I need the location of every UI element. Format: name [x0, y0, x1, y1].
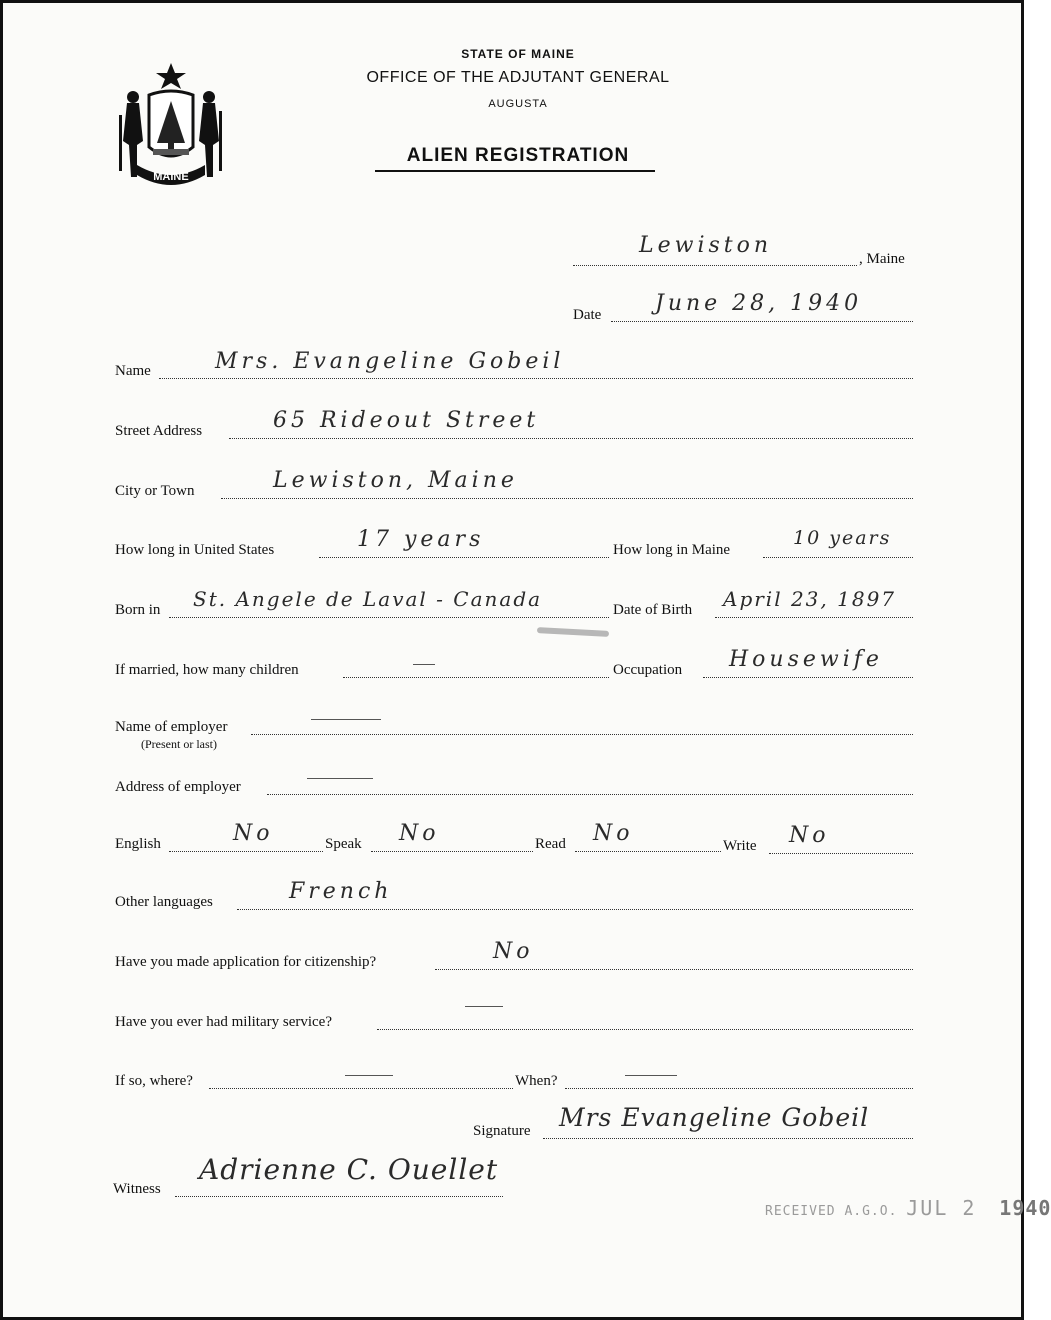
name-line	[159, 378, 913, 379]
employer-sub-label: (Present or last)	[141, 737, 217, 751]
signature-line	[543, 1138, 913, 1139]
date-of-birth-value: April 23, 1897	[723, 587, 897, 611]
read-value: No	[593, 821, 634, 846]
how-long-us-value: 17 years	[357, 527, 485, 552]
employer-name-label: Name of employer	[115, 719, 228, 735]
military-dash	[465, 1006, 503, 1007]
maine-suffix-label: , Maine	[859, 251, 905, 267]
born-in-label: Born in	[115, 602, 161, 618]
write-label: Write	[723, 838, 757, 854]
occupation-line	[703, 677, 913, 678]
name-value: Mrs. Evangeline Gobeil	[215, 349, 565, 374]
english-value: No	[233, 821, 274, 846]
citizenship-value: No	[493, 939, 534, 964]
how-long-maine-line	[763, 557, 913, 558]
date-value: June 28, 1940	[655, 291, 863, 316]
form-title: ALIEN REGISTRATION	[406, 145, 630, 166]
maine-seal-icon	[115, 61, 227, 189]
witness-value: Adrienne C. Ouellet	[199, 1153, 499, 1186]
city-line	[221, 498, 913, 499]
other-languages-line	[237, 909, 913, 910]
speak-value: No	[399, 821, 440, 846]
married-children-label: If married, how many children	[115, 662, 299, 678]
employer-address-line	[267, 794, 913, 795]
name-label: Name	[115, 363, 151, 379]
town-value: Lewiston	[639, 233, 773, 258]
when-line	[565, 1088, 913, 1089]
military-label: Have you ever had military service?	[115, 1014, 332, 1030]
if-so-where-dash	[345, 1075, 393, 1076]
other-languages-value: French	[289, 879, 393, 904]
date-of-birth-line	[715, 617, 913, 618]
if-so-where-line	[209, 1088, 513, 1089]
how-long-us-line	[319, 557, 609, 558]
date-line	[611, 321, 913, 322]
received-stamp	[765, 1196, 1051, 1220]
title-underline	[375, 170, 655, 172]
stamp-received-text: RECEIVED A.G.O.	[765, 1204, 898, 1219]
street-value: 65 Rideout Street	[273, 408, 540, 433]
signature-value: Mrs Evangeline Gobeil	[559, 1103, 870, 1132]
how-long-maine-label: How long in Maine	[613, 542, 731, 558]
signature-label: Signature	[473, 1123, 531, 1139]
street-line	[229, 438, 913, 439]
occupation-value: Housewife	[729, 647, 883, 672]
citizenship-line	[435, 969, 913, 970]
born-in-value: St. Angele de Laval - Canada	[193, 587, 543, 611]
married-children-line	[343, 677, 609, 678]
read-line	[575, 851, 721, 852]
how-long-maine-value: 10 years	[793, 527, 892, 549]
street-label: Street Address	[115, 423, 203, 439]
when-dash	[625, 1075, 677, 1076]
svg-text:MAINE: MAINE	[153, 171, 189, 183]
english-line	[169, 851, 323, 852]
city-value: Lewiston, Maine	[273, 468, 518, 493]
married-children-dash	[413, 664, 435, 665]
ink-smudge	[537, 627, 609, 637]
city-heading: AUGUSTA	[488, 98, 548, 110]
stamp-year: 1940	[999, 1196, 1051, 1220]
write-value: No	[789, 823, 830, 848]
employer-address-dash	[307, 778, 373, 779]
speak-label: Speak	[325, 836, 362, 852]
occupation-label: Occupation	[613, 662, 683, 678]
stamp-date: JUL 2	[906, 1196, 977, 1220]
when-label: When?	[515, 1073, 558, 1089]
town-line	[573, 265, 857, 266]
military-line	[377, 1029, 913, 1030]
speak-line	[371, 851, 533, 852]
employer-address-label: Address of employer	[115, 779, 241, 795]
write-line	[769, 853, 913, 854]
date-of-birth-label: Date of Birth	[613, 602, 693, 618]
office-heading: OFFICE OF THE ADJUTANT GENERAL	[366, 69, 670, 86]
born-in-line	[169, 617, 609, 618]
city-label: City or Town	[115, 483, 195, 499]
employer-name-line	[251, 734, 913, 735]
date-label: Date	[573, 307, 602, 323]
how-long-us-label: How long in United States	[115, 542, 275, 558]
witness-label: Witness	[113, 1181, 161, 1197]
employer-name-dash	[311, 719, 381, 720]
read-label: Read	[535, 836, 566, 852]
english-label: English	[115, 836, 161, 852]
if-so-where-label: If so, where?	[115, 1073, 193, 1089]
witness-line	[175, 1196, 503, 1197]
citizenship-label: Have you made application for citizenship?	[115, 954, 377, 970]
state-heading: STATE OF MAINE	[461, 47, 575, 61]
other-languages-label: Other languages	[115, 894, 213, 910]
